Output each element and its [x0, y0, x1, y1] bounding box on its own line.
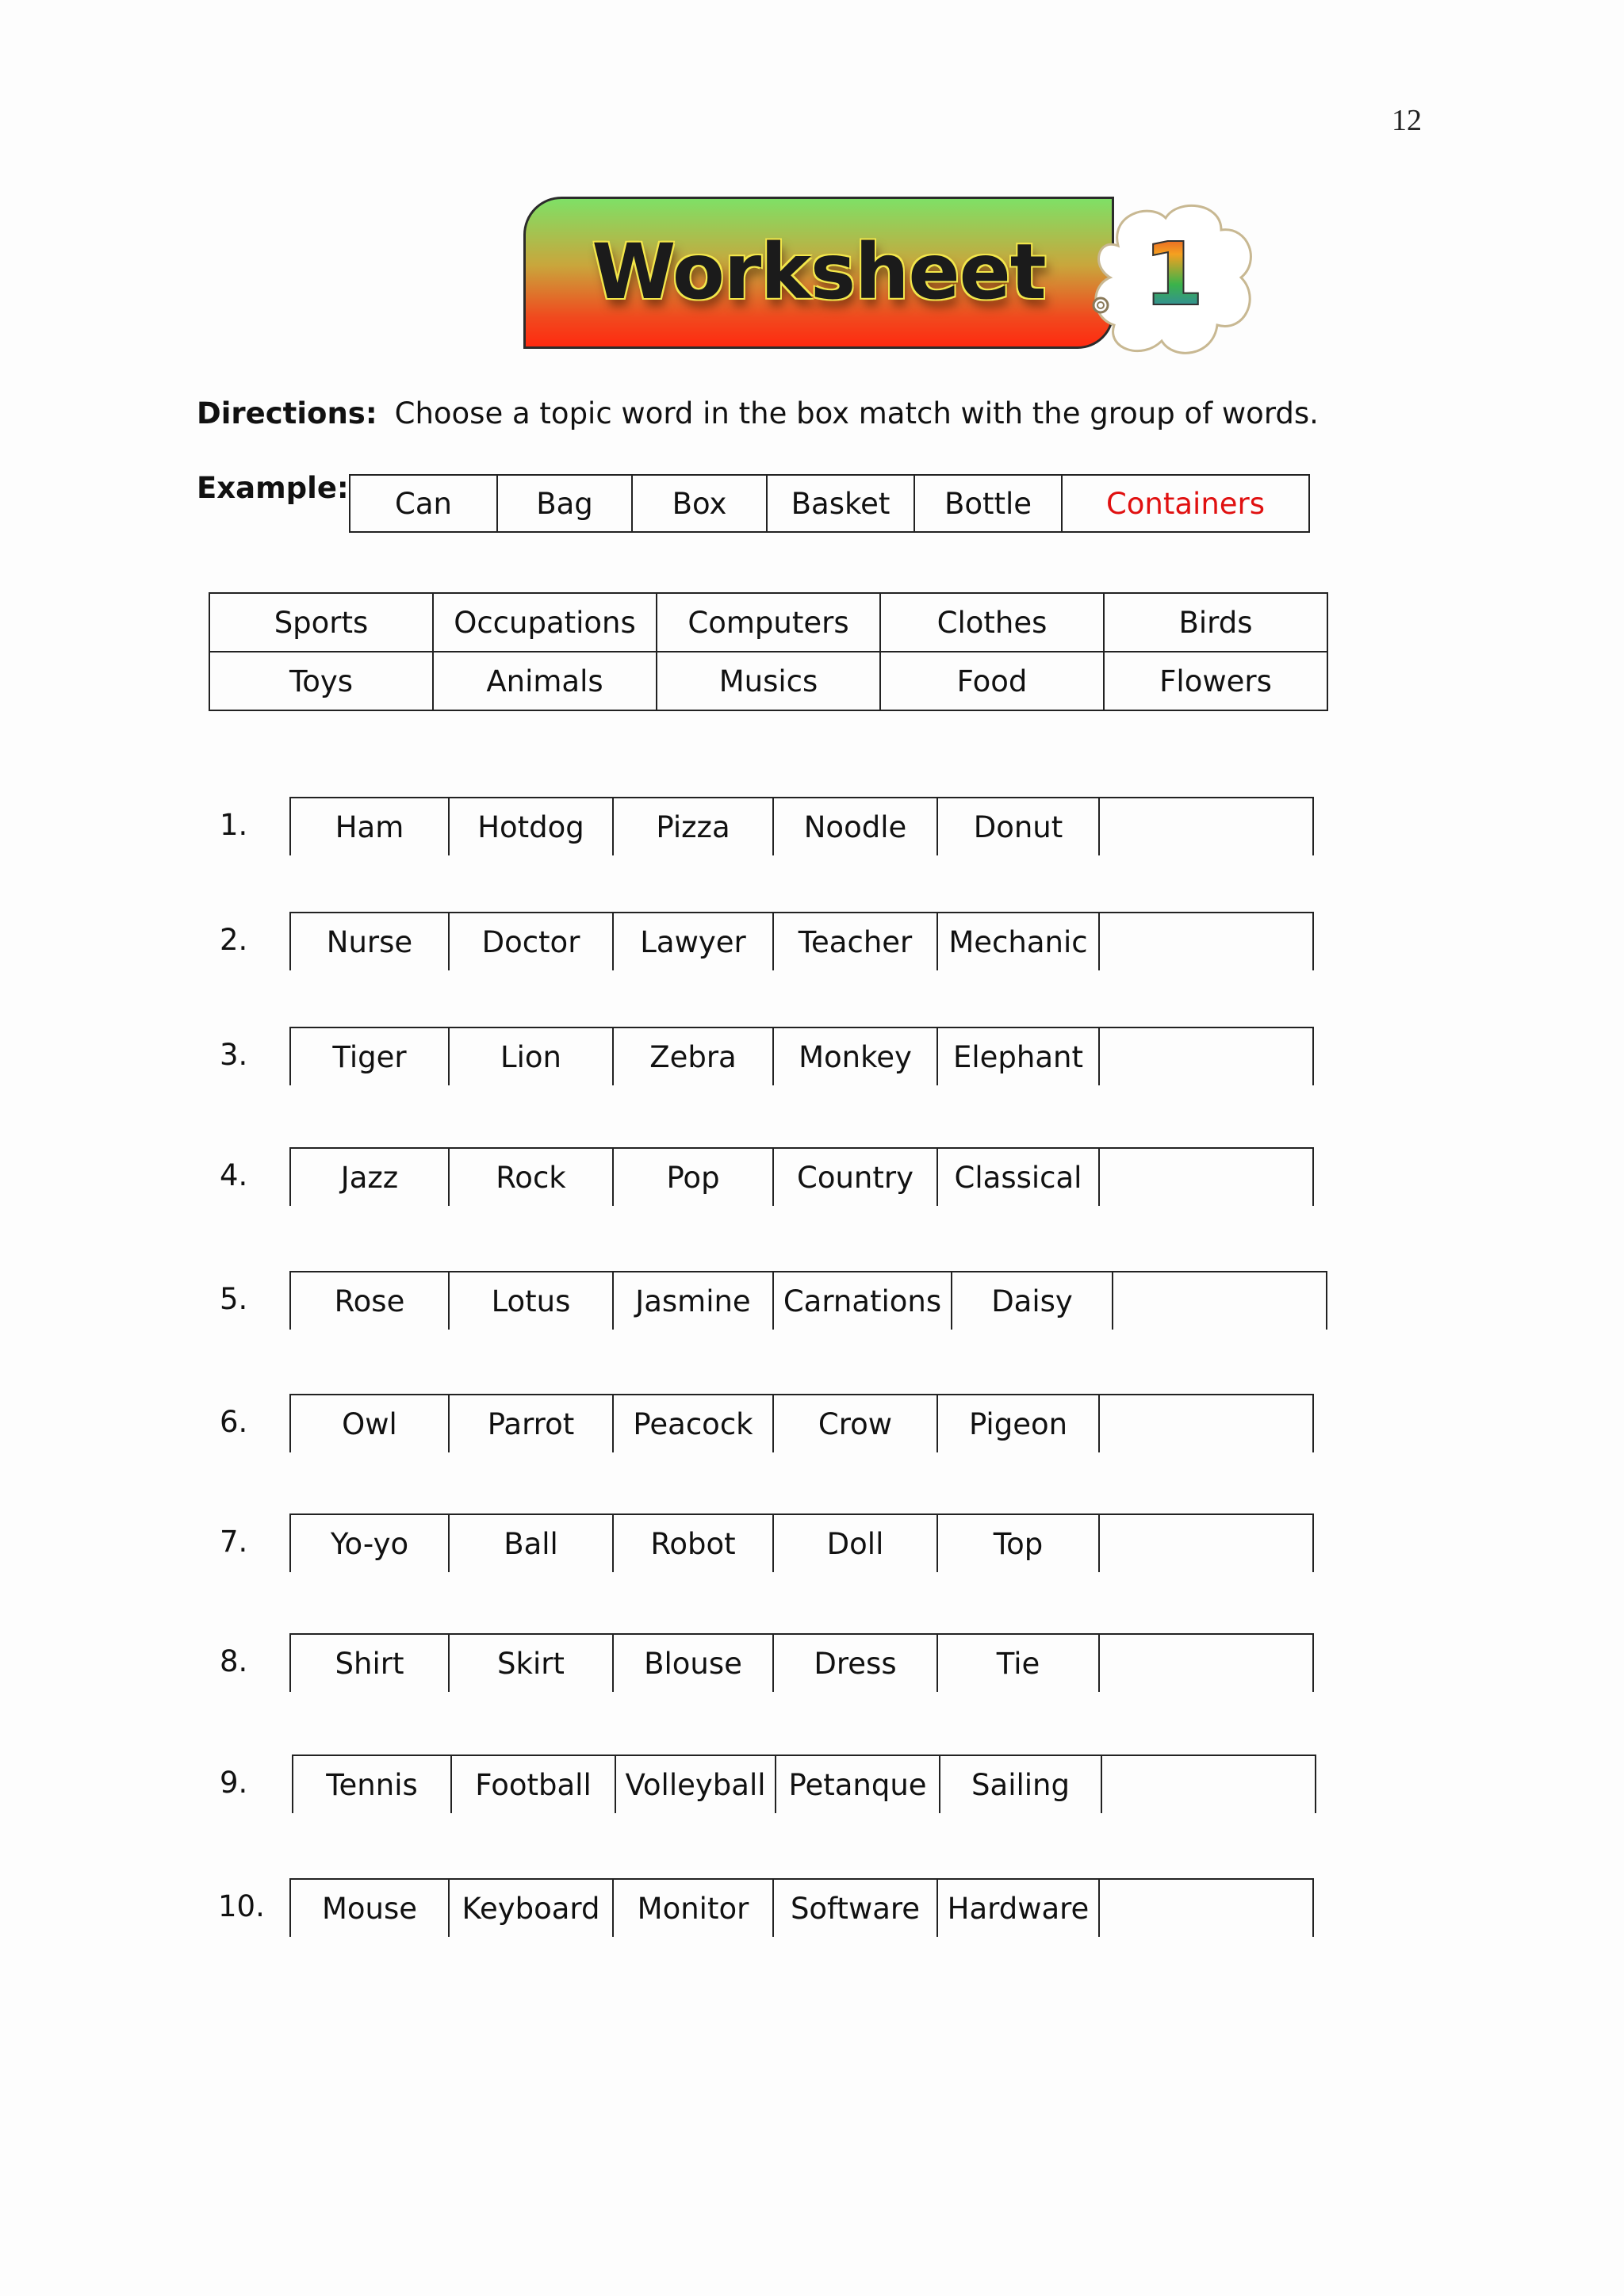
item-word: Hardware [937, 1879, 1099, 1937]
item-word: Keyboard [449, 1879, 613, 1937]
example-word: Box [632, 475, 767, 532]
item-word: Dress [773, 1634, 937, 1692]
item-word: Top [937, 1514, 1099, 1572]
answer-blank[interactable] [1099, 1514, 1313, 1572]
item-word: Zebra [613, 1027, 773, 1085]
item-word: Monitor [613, 1879, 773, 1937]
item-word: Elephant [937, 1027, 1099, 1085]
item-number: 6. [220, 1405, 248, 1439]
item-number: 2. [220, 923, 248, 957]
item-word: Ham [290, 798, 449, 855]
answer-blank[interactable] [1113, 1272, 1327, 1330]
item-word: Tennis [293, 1755, 451, 1813]
item-row-table [289, 1633, 1314, 1692]
item-row-table [289, 797, 1314, 855]
item-word: Yo-yo [290, 1514, 449, 1572]
item-word: Country [773, 1148, 937, 1206]
item-word: Carnations [773, 1272, 952, 1330]
item-word: Skirt [449, 1634, 613, 1692]
item-word: Football [451, 1755, 615, 1813]
example-answer: Containers [1062, 475, 1309, 532]
example-word: Bottle [914, 475, 1062, 532]
item-word: Sailing [940, 1755, 1101, 1813]
item-word: Tiger [290, 1027, 449, 1085]
item-word: Peacock [613, 1395, 773, 1452]
item-row-table [289, 1271, 1327, 1330]
directions [197, 396, 1319, 430]
item-number: 7. [220, 1525, 248, 1559]
topic-word: Food [880, 652, 1104, 710]
item-number: 1. [220, 808, 248, 842]
topic-word-box [209, 592, 1328, 711]
item-word: Nurse [290, 913, 449, 970]
item-row-table [289, 1027, 1314, 1085]
item-word: Pigeon [937, 1395, 1099, 1452]
answer-blank[interactable] [1099, 798, 1313, 855]
item-word: Mechanic [937, 913, 1099, 970]
item-word: Ball [449, 1514, 613, 1572]
topic-word: Flowers [1104, 652, 1327, 710]
item-word: Jazz [290, 1148, 449, 1206]
item-number: 3. [220, 1038, 248, 1072]
item-word: Teacher [773, 913, 937, 970]
topic-word: Computers [657, 593, 880, 652]
example-word: Bag [497, 475, 632, 532]
item-word: Lotus [449, 1272, 613, 1330]
item-word: Blouse [613, 1634, 773, 1692]
item-row-table [289, 1147, 1314, 1206]
item-word: Noodle [773, 798, 937, 855]
answer-blank[interactable] [1099, 1395, 1313, 1452]
worksheet-banner [523, 197, 1114, 349]
example-label: Example: [197, 471, 349, 505]
item-number: 4. [220, 1158, 248, 1192]
item-word: Volleyball [615, 1755, 776, 1813]
item-word: Mouse [290, 1879, 449, 1937]
directions-text: Choose a topic word in the box match with the group of words. [394, 396, 1319, 430]
item-word: Lawyer [613, 913, 773, 970]
answer-blank[interactable] [1099, 1027, 1313, 1085]
directions-label: Directions: [197, 396, 377, 430]
item-word: Petanque [776, 1755, 940, 1813]
topic-word: Clothes [880, 593, 1104, 652]
item-word: Crow [773, 1395, 937, 1452]
banner-title: Worksheet [592, 228, 1046, 316]
item-number: 9. [220, 1766, 248, 1800]
topic-word: Occupations [433, 593, 657, 652]
item-word: Rock [449, 1148, 613, 1206]
item-number: 5. [220, 1282, 248, 1316]
page-number: 12 [1392, 104, 1422, 137]
answer-blank[interactable] [1101, 1755, 1316, 1813]
item-number: 8. [220, 1644, 248, 1678]
item-word: Doll [773, 1514, 937, 1572]
item-word: Pizza [613, 798, 773, 855]
item-word: Robot [613, 1514, 773, 1572]
item-row-table [289, 1394, 1314, 1452]
topic-word: Toys [209, 652, 433, 710]
topic-word: Musics [657, 652, 880, 710]
item-word: Daisy [952, 1272, 1113, 1330]
item-word: Classical [937, 1148, 1099, 1206]
answer-blank[interactable] [1099, 913, 1313, 970]
topic-word: Birds [1104, 593, 1327, 652]
item-word: Monkey [773, 1027, 937, 1085]
answer-blank[interactable] [1099, 1879, 1313, 1937]
item-word: Hotdog [449, 798, 613, 855]
item-word: Donut [937, 798, 1099, 855]
item-word: Lion [449, 1027, 613, 1085]
example-word: Basket [767, 475, 914, 532]
item-word: Doctor [449, 913, 613, 970]
item-word: Rose [290, 1272, 449, 1330]
item-word: Pop [613, 1148, 773, 1206]
answer-blank[interactable] [1099, 1148, 1313, 1206]
item-row-table [289, 1513, 1314, 1572]
item-word: Jasmine [613, 1272, 773, 1330]
item-word: Parrot [449, 1395, 613, 1452]
item-row-table [292, 1755, 1316, 1813]
item-word: Software [773, 1879, 937, 1937]
item-number: 10. [218, 1889, 265, 1923]
topic-word: Animals [433, 652, 657, 710]
item-row-table [289, 912, 1314, 970]
example-table [349, 474, 1310, 533]
example-word: Can [350, 475, 497, 532]
item-word: Shirt [290, 1634, 449, 1692]
answer-blank[interactable] [1099, 1634, 1313, 1692]
topic-word: Sports [209, 593, 433, 652]
item-word: Tie [937, 1634, 1099, 1692]
item-row-table [289, 1878, 1314, 1937]
item-word: Owl [290, 1395, 449, 1452]
banner-number: 1 [1114, 224, 1233, 325]
